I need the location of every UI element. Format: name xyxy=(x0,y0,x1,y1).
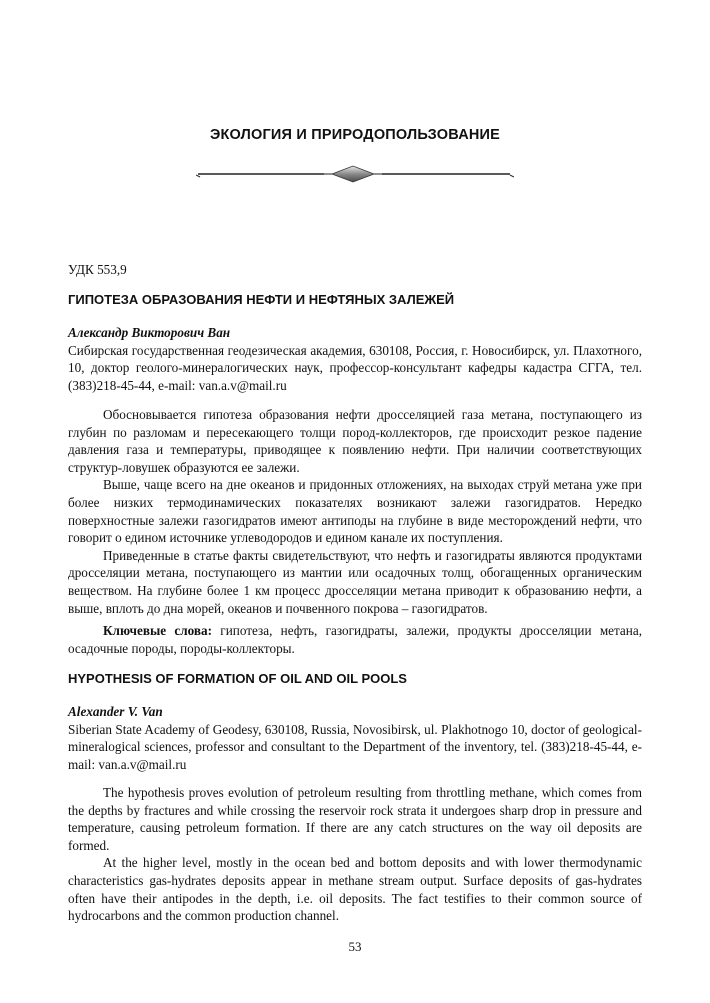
abstract-paragraph: At the higher level, mostly in the ocean bed and bottom deposits and with lower thermodynamic characteristics gas-hydrates deposits appear in methane stream output. Surface deposits of gas-hydrates often have their antipodes in the depth, i.e. oil deposits. The fact testifies to their common source of hydrocarbons and the common production channel. xyxy=(68,855,642,924)
author-block-en xyxy=(68,703,642,773)
affiliation-en: Siberian State Academy of Geodesy, 630108, Russia, Novosibirsk, ul. Plakhotnogo 10, doctor of geological-mineralogical sciences, professor and consultant to the Department of the inventory, tel. (383)218-45-44, e-mail: van.a.v@mail.ru xyxy=(68,721,642,772)
keywords-label: Ключевые слова: xyxy=(103,623,213,638)
keywords-ru xyxy=(68,622,642,657)
udc-code: УДК 553,9 xyxy=(68,262,127,277)
section-title: ЭКОЛОГИЯ И ПРИРОДОПОЛЬЗОВАНИЕ xyxy=(209,127,501,143)
diamond-ornament xyxy=(196,163,514,183)
abstract-paragraph: Приведенные в статье факты свидетельствуют, что нефть и газогидраты являются продуктами дросселяции метана, поступающего из мантии или осадочных толщ, обогащенных органическим веществом. На глубине более 1 км процесс дросселяции метана приводит к образованию нефти, а выше, вплоть до дна морей, океанов и почвенного покрова – газогидратов. xyxy=(68,547,642,616)
author-block-ru xyxy=(68,324,642,394)
abstract-paragraph: Обосновывается гипотеза образования нефти дросселяцией газа метана, поступающего из глубин по разломам и пересекающего толщи пород-коллекторов, где происходит резкое падение давления газа и температуры, приводящее к появлению нефти. При наличии соответствующих структур-ловушек образуются ее залежи. xyxy=(68,407,642,475)
author-name-en: Alexander V. Van xyxy=(68,704,163,719)
abstract-ru xyxy=(68,406,642,617)
article-title-en: HYPOTHESIS OF FORMATION OF OIL AND OIL POOLS xyxy=(68,671,407,686)
keywords-list: гипотеза, нефть, газогидраты, залежи, продукты дросселяции метана, осадочные породы, породы-коллекторы. xyxy=(68,623,642,656)
author-name-ru: Александр Викторович Ван xyxy=(68,325,231,340)
abstract-en xyxy=(68,784,642,925)
affiliation-ru: Сибирская государственная геодезическая академия, 630108, Россия, г. Новосибирск, ул. Плахотного, 10, доктор геолого-минералогических наук, профессор-консультант кафедры кадастра СГГА, тел. (383)218-45-44, e-mail: van.a.v@mail.ru xyxy=(68,342,642,393)
abstract-paragraph: Выше, чаще всего на дне океанов и придонных отложениях, на выходах струй метана уже при более низких термодинамических показателях возникают залежи газогидратов. Нередко поверхностные залежи газогидратов имеют антиподы на глубине в виде месторождений нефти, что говорит о едином источнике углеводородов и едином канале их поступления. xyxy=(68,477,642,546)
article-title-ru: ГИПОТЕЗА ОБРАЗОВАНИЯ НЕФТИ И НЕФТЯНЫХ ЗАЛЕЖЕЙ xyxy=(68,292,455,307)
page-number: 53 xyxy=(348,939,362,954)
abstract-paragraph: The hypothesis proves evolution of petroleum resulting from throttling methane, which comes from the depths by fractures and while crossing the reservoir rock strata it undergoes sharp drop in pressure and temperature, causing petroleum formation. If there are any catch structures on the way oil deposits are formed. xyxy=(68,785,642,853)
